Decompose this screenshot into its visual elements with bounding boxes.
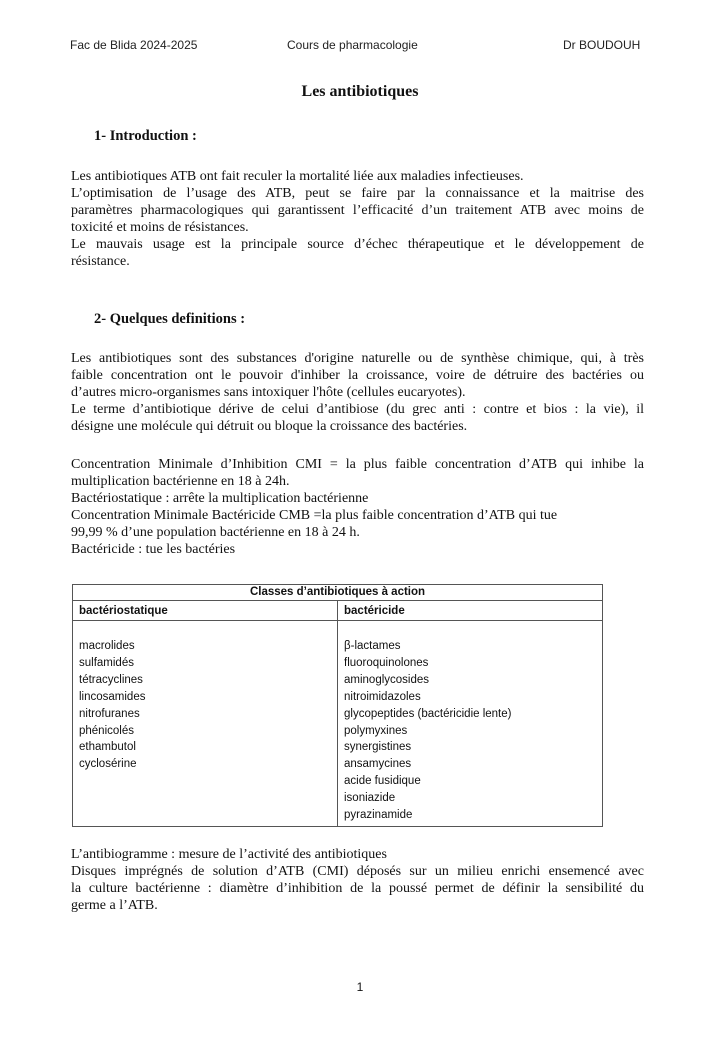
text-line: Le mauvais usage est la principale source d’échec thérapeutique et le développement de <box>71 237 644 252</box>
text-line: toxicité et moins de résistances. <box>71 220 249 235</box>
list-item: polymyxines <box>344 724 408 737</box>
text-line: résistance. <box>71 254 130 269</box>
list-item: macrolides <box>79 640 135 652</box>
list-item: sulfamidés <box>79 656 134 669</box>
bactericidal-list <box>338 621 603 827</box>
antibiogram-text <box>71 846 644 914</box>
list-item: fluoroquinolones <box>344 656 429 669</box>
list-item: pyrazinamide <box>344 809 413 822</box>
text-line: d’autres micro-organismes sans intoxiquer l'hôte (cellules eucaryotes). <box>71 385 466 400</box>
column-header-bactericidal: bactéricide <box>338 601 603 621</box>
concentration-definitions <box>71 456 644 558</box>
list-item: cyclosérine <box>79 758 137 771</box>
section-heading-definitions: 2- Quelques definitions : <box>94 311 246 327</box>
page-title: Les antibiotiques <box>301 83 419 100</box>
list-item: nitroimidazoles <box>344 690 421 703</box>
list-item: β-lactames <box>344 640 401 652</box>
text-line: 99,99 % d’une population bactérienne en 18 à 24 h. <box>71 525 360 540</box>
list-item: acide fusidique <box>344 775 421 788</box>
table-caption: Classes d’antibiotiques à action <box>73 585 603 601</box>
text-line: la culture bactérienne : diamètre d’inhibition de la poussé permet de définir la sensibilité du <box>71 881 644 896</box>
text-line: L’antibiogramme : mesure de l’activité des antibiotiques <box>71 847 387 862</box>
text-line: Le terme d’antibiotique dérive de celui d’antibiose (du grec anti : contre et bios : la vie), il <box>71 402 644 417</box>
text-line: Bactériostatique : arrête la multiplication bactérienne <box>71 491 369 506</box>
list-item: synergistines <box>344 741 412 754</box>
list-item: ethambutol <box>79 741 136 754</box>
definitions-text <box>71 350 644 435</box>
list-item: phénicolés <box>79 724 134 737</box>
section-heading-introduction: 1- Introduction : <box>94 128 197 144</box>
bacteriostatic-list <box>73 621 338 827</box>
header-right: Dr BOUDOUH <box>563 38 641 52</box>
list-item: ansamycines <box>344 758 412 771</box>
text-line: L’optimisation de l’usage des ATB, peut se faire par la connaissance et la maitrise des <box>71 186 644 201</box>
text-line: faible concentration ont le pouvoir d'inhiber la croissance, voire de détruire des bactéries ou <box>71 368 644 383</box>
list-item: tétracyclines <box>79 673 143 686</box>
text-line: germe a l’ATB. <box>71 898 158 913</box>
page-number: 1 <box>356 980 364 994</box>
text-line: Les antibiotiques ATB ont fait reculer la mortalité liée aux maladies infectieuses. <box>71 169 524 184</box>
list-item: aminoglycosides <box>344 673 430 686</box>
list-item: isoniazide <box>344 792 396 805</box>
list-item: nitrofuranes <box>79 707 140 720</box>
text-line: paramètres pharmacologiques qui garantissent l’efficacité d’un traitement ATB avec moins de <box>71 203 644 218</box>
column-header-bacteriostatic: bactériostatique <box>73 601 338 621</box>
header-left: Fac de Blida 2024-2025 <box>70 38 198 52</box>
header-center: Cours de pharmacologie <box>287 38 418 52</box>
text-line: multiplication bactérienne en 18 à 24h. <box>71 474 290 489</box>
list-item: lincosamides <box>79 690 146 703</box>
text-line: Disques imprégnés de solution d’ATB (CMI) déposés sur un milieu enrichi ensemencé avec <box>71 864 644 879</box>
list-item: glycopeptides (bactéricidie lente) <box>344 707 512 720</box>
intro-text <box>71 168 644 270</box>
text-line: Bactéricide : tue les bactéries <box>71 542 236 557</box>
text-line: désigne une molécule qui détruit ou bloque la croissance des bactéries. <box>71 419 468 434</box>
text-line: Les antibiotiques sont des substances d'origine naturelle ou de synthèse chimique, qui, à très <box>71 351 644 366</box>
antibiotic-classes-table <box>72 584 603 827</box>
text-line: Concentration Minimale d’Inhibition CMI = la plus faible concentration d’ATB qui inhibe la <box>71 457 644 472</box>
text-line: Concentration Minimale Bactéricide CMB =la plus faible concentration d’ATB qui tue <box>71 508 558 523</box>
